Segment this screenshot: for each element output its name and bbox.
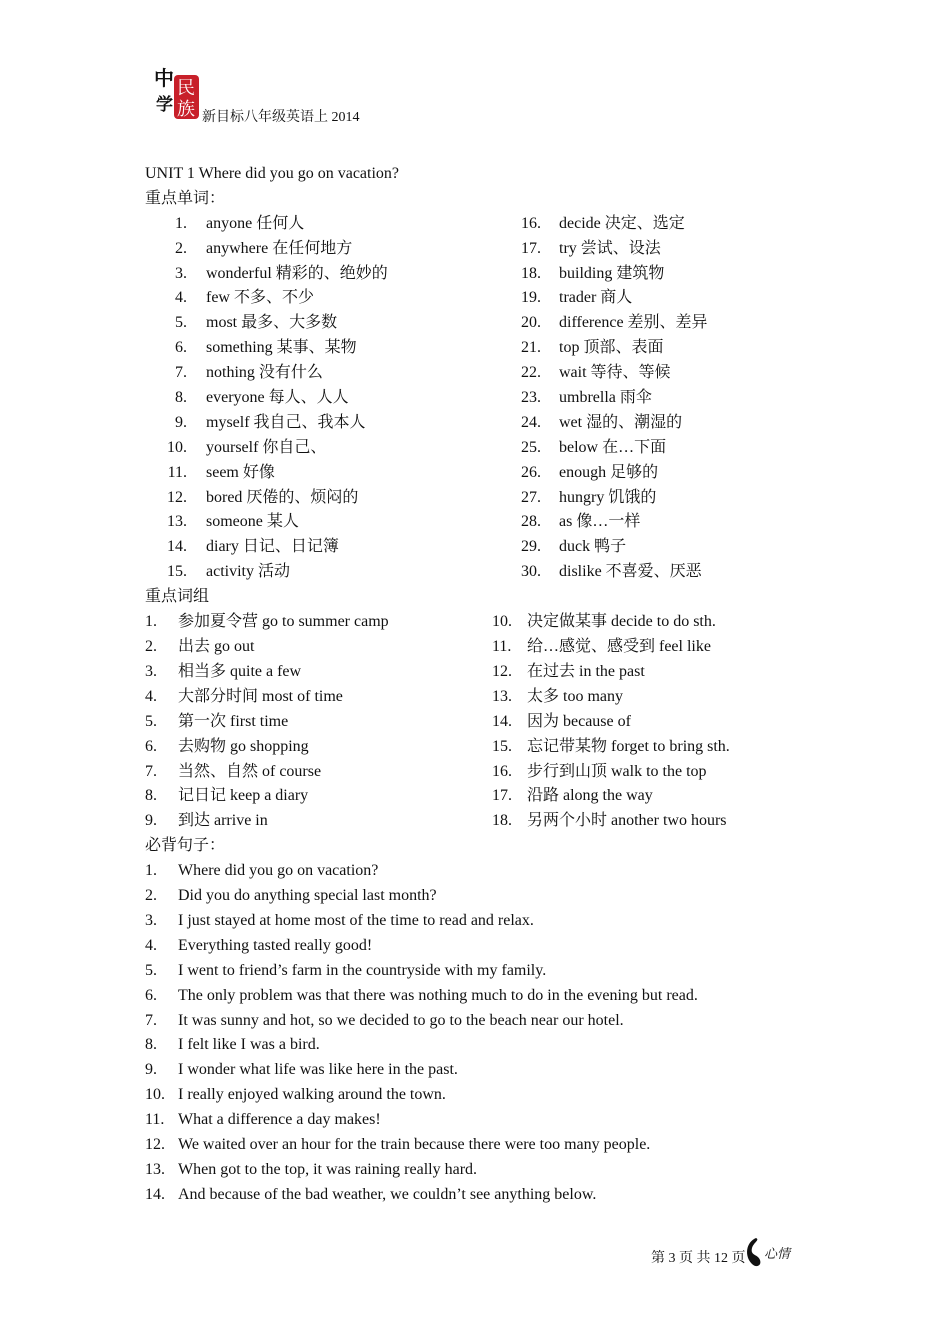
item-number: 8. [175,389,187,407]
list-item [521,212,708,237]
item-number: 11. [492,638,512,656]
item-number: 8. [145,787,157,805]
item-number: 30. [521,563,541,581]
item-text: something 某事、某物 [206,339,357,357]
item-text: anywhere 在任何地方 [206,239,353,257]
list-item [145,1183,845,1208]
item-number: 4. [145,687,157,705]
item-text: 出去 go out [178,638,255,656]
list-item [145,809,389,834]
item-text: It was sunny and hot, so we decided to go to the beach near our hotel. [178,1011,624,1029]
item-number: 25. [521,438,541,456]
list-item [145,710,389,735]
item-text: nothing 没有什么 [206,364,323,382]
list-item [145,311,388,336]
list-item [492,809,730,834]
list-item [145,1009,845,1034]
list-item [145,984,845,1009]
item-text: most 最多、大多数 [206,314,338,332]
item-text: I wonder what life was like here in the past. [178,1061,458,1079]
list-item [145,237,388,262]
list-item [145,1108,845,1133]
vocab-right-column [521,212,708,585]
school-logo [152,66,202,122]
item-number: 13. [145,1160,165,1178]
list-item [145,461,388,486]
item-text: yourself 你自己、 [206,438,327,456]
item-text: bored 厌倦的、烦闷的 [206,488,359,506]
item-text: 相当多 quite a few [178,662,302,680]
list-item [145,760,389,785]
item-text: difference 差别、差异 [559,314,708,332]
item-number: 22. [521,364,541,382]
item-text: The only problem was that there was nothing much to do in the evening but read. [178,986,698,1004]
item-text: duck 鸭子 [559,538,627,556]
item-text: And because of the bad weather, we couldn’t see anything below. [178,1185,597,1203]
vocab-heading: 重点单词： [145,189,226,207]
item-number: 6. [145,737,157,755]
item-number: 7. [145,762,157,780]
item-number: 4. [145,936,157,954]
item-number: 23. [521,389,541,407]
item-text: 当然、自然 of course [178,762,322,780]
item-text: activity 活动 [206,563,290,581]
list-item [521,286,708,311]
item-number: 14. [167,538,187,556]
item-text: enough 足够的 [559,463,659,481]
sentence-list [145,859,845,1207]
phrases-heading: 重点词组 [145,588,210,606]
item-number: 2. [175,239,187,257]
item-text: hungry 饥饿的 [559,488,657,506]
item-text: decide 决定、选定 [559,214,685,232]
svg-text:学: 学 [156,95,173,115]
item-number: 13. [167,513,187,531]
list-item [521,336,708,361]
item-text: 大部分时间 most of time [178,687,343,705]
list-item [145,1158,845,1183]
list-item [145,386,388,411]
item-text: Where did you go on vacation? [178,862,379,880]
item-number: 10. [167,438,187,456]
list-item [492,784,730,809]
list-item [492,660,730,685]
item-text: umbrella 雨伞 [559,389,652,407]
item-number: 29. [521,538,541,556]
list-item [145,909,845,934]
item-number: 16. [521,214,541,232]
item-text: everyone 每人、人人 [206,389,349,407]
item-number: 15. [167,563,187,581]
item-number: 8. [145,1036,157,1054]
item-number: 14. [145,1185,165,1203]
item-number: 18. [521,264,541,282]
list-item [145,286,388,311]
item-number: 12. [167,488,187,506]
list-item [521,560,708,585]
vocab-left-column [145,212,388,585]
item-number: 6. [145,986,157,1004]
item-number: 3. [145,662,157,680]
item-number: 1. [175,214,187,232]
list-item [145,212,388,237]
list-item [145,436,388,461]
item-number: 18. [492,812,512,830]
item-text: Did you do anything special last month? [178,887,437,905]
list-item [521,262,708,287]
item-text: building 建筑物 [559,264,665,282]
item-number: 3. [145,911,157,929]
item-text: anyone 任何人 [206,214,305,232]
list-item [145,361,388,386]
list-item [492,760,730,785]
list-item [145,884,845,909]
item-text: myself 我自己、我本人 [206,413,366,431]
list-item [145,859,845,884]
item-text: 步行到山顶 walk to the top [527,762,707,780]
item-number: 26. [521,463,541,481]
list-item [145,685,389,710]
list-item [145,411,388,436]
item-text: 第一次 first time [178,712,289,730]
item-text: 记日记 keep a diary [178,787,309,805]
item-text: wet 湿的、潮湿的 [559,413,683,431]
list-item [492,685,730,710]
item-number: 15. [492,737,512,755]
list-item [521,361,708,386]
item-number: 1. [145,862,157,880]
item-text: 到达 arrive in [178,812,268,830]
list-item [145,486,388,511]
list-item [145,660,389,685]
item-text: 太多 too many [527,687,623,705]
item-number: 9. [175,413,187,431]
item-number: 19. [521,289,541,307]
item-text: trader 商人 [559,289,633,307]
item-text: below 在…下面 [559,438,667,456]
item-text: 决定做某事 decide to do sth. [527,613,716,631]
list-item [145,635,389,660]
item-number: 20. [521,314,541,332]
unit-title: UNIT 1 Where did you go on vacation? [145,165,400,182]
item-number: 21. [521,339,541,357]
list-item [145,1133,845,1158]
item-text: 沿路 along the way [527,787,653,805]
list-item [492,710,730,735]
item-number: 28. [521,513,541,531]
item-text: 参加夏令营 go to summer camp [178,613,389,631]
list-item [145,1058,845,1083]
item-text: I went to friend’s farm in the countryside with my family. [178,961,547,979]
list-item [521,461,708,486]
item-number: 17. [492,787,512,805]
item-text: wonderful 精彩的、绝妙的 [206,264,388,282]
item-text: When got to the top, it was raining really hard. [178,1160,478,1178]
item-number: 10. [145,1086,165,1104]
svg-text:族: 族 [177,99,195,120]
item-text: What a difference a day makes! [178,1111,381,1129]
item-number: 17. [521,239,541,257]
item-number: 11. [145,1111,165,1129]
item-number: 7. [175,364,187,382]
list-item [145,336,388,361]
list-item [521,311,708,336]
document-body [145,162,845,1208]
item-text: few 不多、不少 [206,289,314,307]
list-item [521,386,708,411]
item-number: 3. [175,264,187,282]
item-number: 5. [175,314,187,332]
list-item [492,635,730,660]
item-number: 10. [492,613,512,631]
phrase-right-column [492,610,730,834]
item-text: top 顶部、表面 [559,339,664,357]
item-text: We waited over an hour for the train because there were too many people. [178,1135,651,1153]
item-number: 5. [145,961,157,979]
item-number: 11. [167,463,187,481]
list-item [492,610,730,635]
item-number: 27. [521,488,541,506]
item-text: try 尝试、设法 [559,239,661,257]
list-item [521,535,708,560]
item-number: 13. [492,687,512,705]
list-item [521,510,708,535]
item-text: diary 日记、日记簿 [206,538,339,556]
item-number: 7. [145,1011,157,1029]
list-item [145,934,845,959]
item-text: wait 等待、等候 [559,364,671,382]
item-text: Everything tasted really good! [178,936,373,954]
item-number: 5. [145,712,157,730]
list-item [145,735,389,760]
list-item [145,1083,845,1108]
svg-text:民: 民 [177,78,195,99]
item-text: someone 某人 [206,513,299,531]
item-text: 去购物 go shopping [178,737,309,755]
list-item [521,436,708,461]
item-text: 因为 because of [527,712,631,730]
item-number: 12. [492,662,512,680]
document-title: 新目标八年级英语上 2014 [202,110,360,125]
list-item [145,784,389,809]
item-number: 9. [145,812,157,830]
list-item [145,510,388,535]
list-item [145,560,388,585]
list-item [521,486,708,511]
item-text: 忘记带某物 forget to bring sth. [527,737,730,755]
item-number: 2. [145,638,157,656]
list-item [521,237,708,262]
list-item [145,262,388,287]
list-item [145,535,388,560]
list-item [145,1033,845,1058]
list-item [145,610,389,635]
item-number: 16. [492,762,512,780]
page-footer [0,1232,950,1272]
list-item [521,411,708,436]
item-text: 在过去 in the past [527,662,645,680]
item-text: 给…感觉、感受到 feel like [527,638,711,656]
svg-text:中: 中 [154,66,174,90]
item-number: 2. [145,887,157,905]
list-item [492,735,730,760]
item-text: dislike 不喜爱、厌恶 [559,563,702,581]
item-text: I really enjoyed walking around the town. [178,1086,446,1104]
item-text: seem 好像 [206,463,275,481]
item-text: 另两个小时 another two hours [527,812,727,830]
phrase-left-column [145,610,389,834]
page-number: 第 3 页 共 12 页 [651,1251,746,1266]
item-text: I just stayed at home most of the time to read and relax. [178,911,534,929]
sentences-heading: 必背句子： [145,837,226,855]
footer-logo [742,1234,798,1270]
item-number: 6. [175,339,187,357]
item-number: 12. [145,1135,165,1153]
list-item [145,959,845,984]
item-number: 24. [521,413,541,431]
item-text: I felt like I was a bird. [178,1036,320,1054]
vocab-list [145,212,845,586]
item-text: as 像…一样 [559,513,641,531]
item-number: 9. [145,1061,157,1079]
item-number: 14. [492,712,512,730]
svg-text:心情: 心情 [764,1247,791,1262]
item-number: 4. [175,289,187,307]
phrase-list [145,610,845,834]
item-number: 1. [145,613,157,631]
